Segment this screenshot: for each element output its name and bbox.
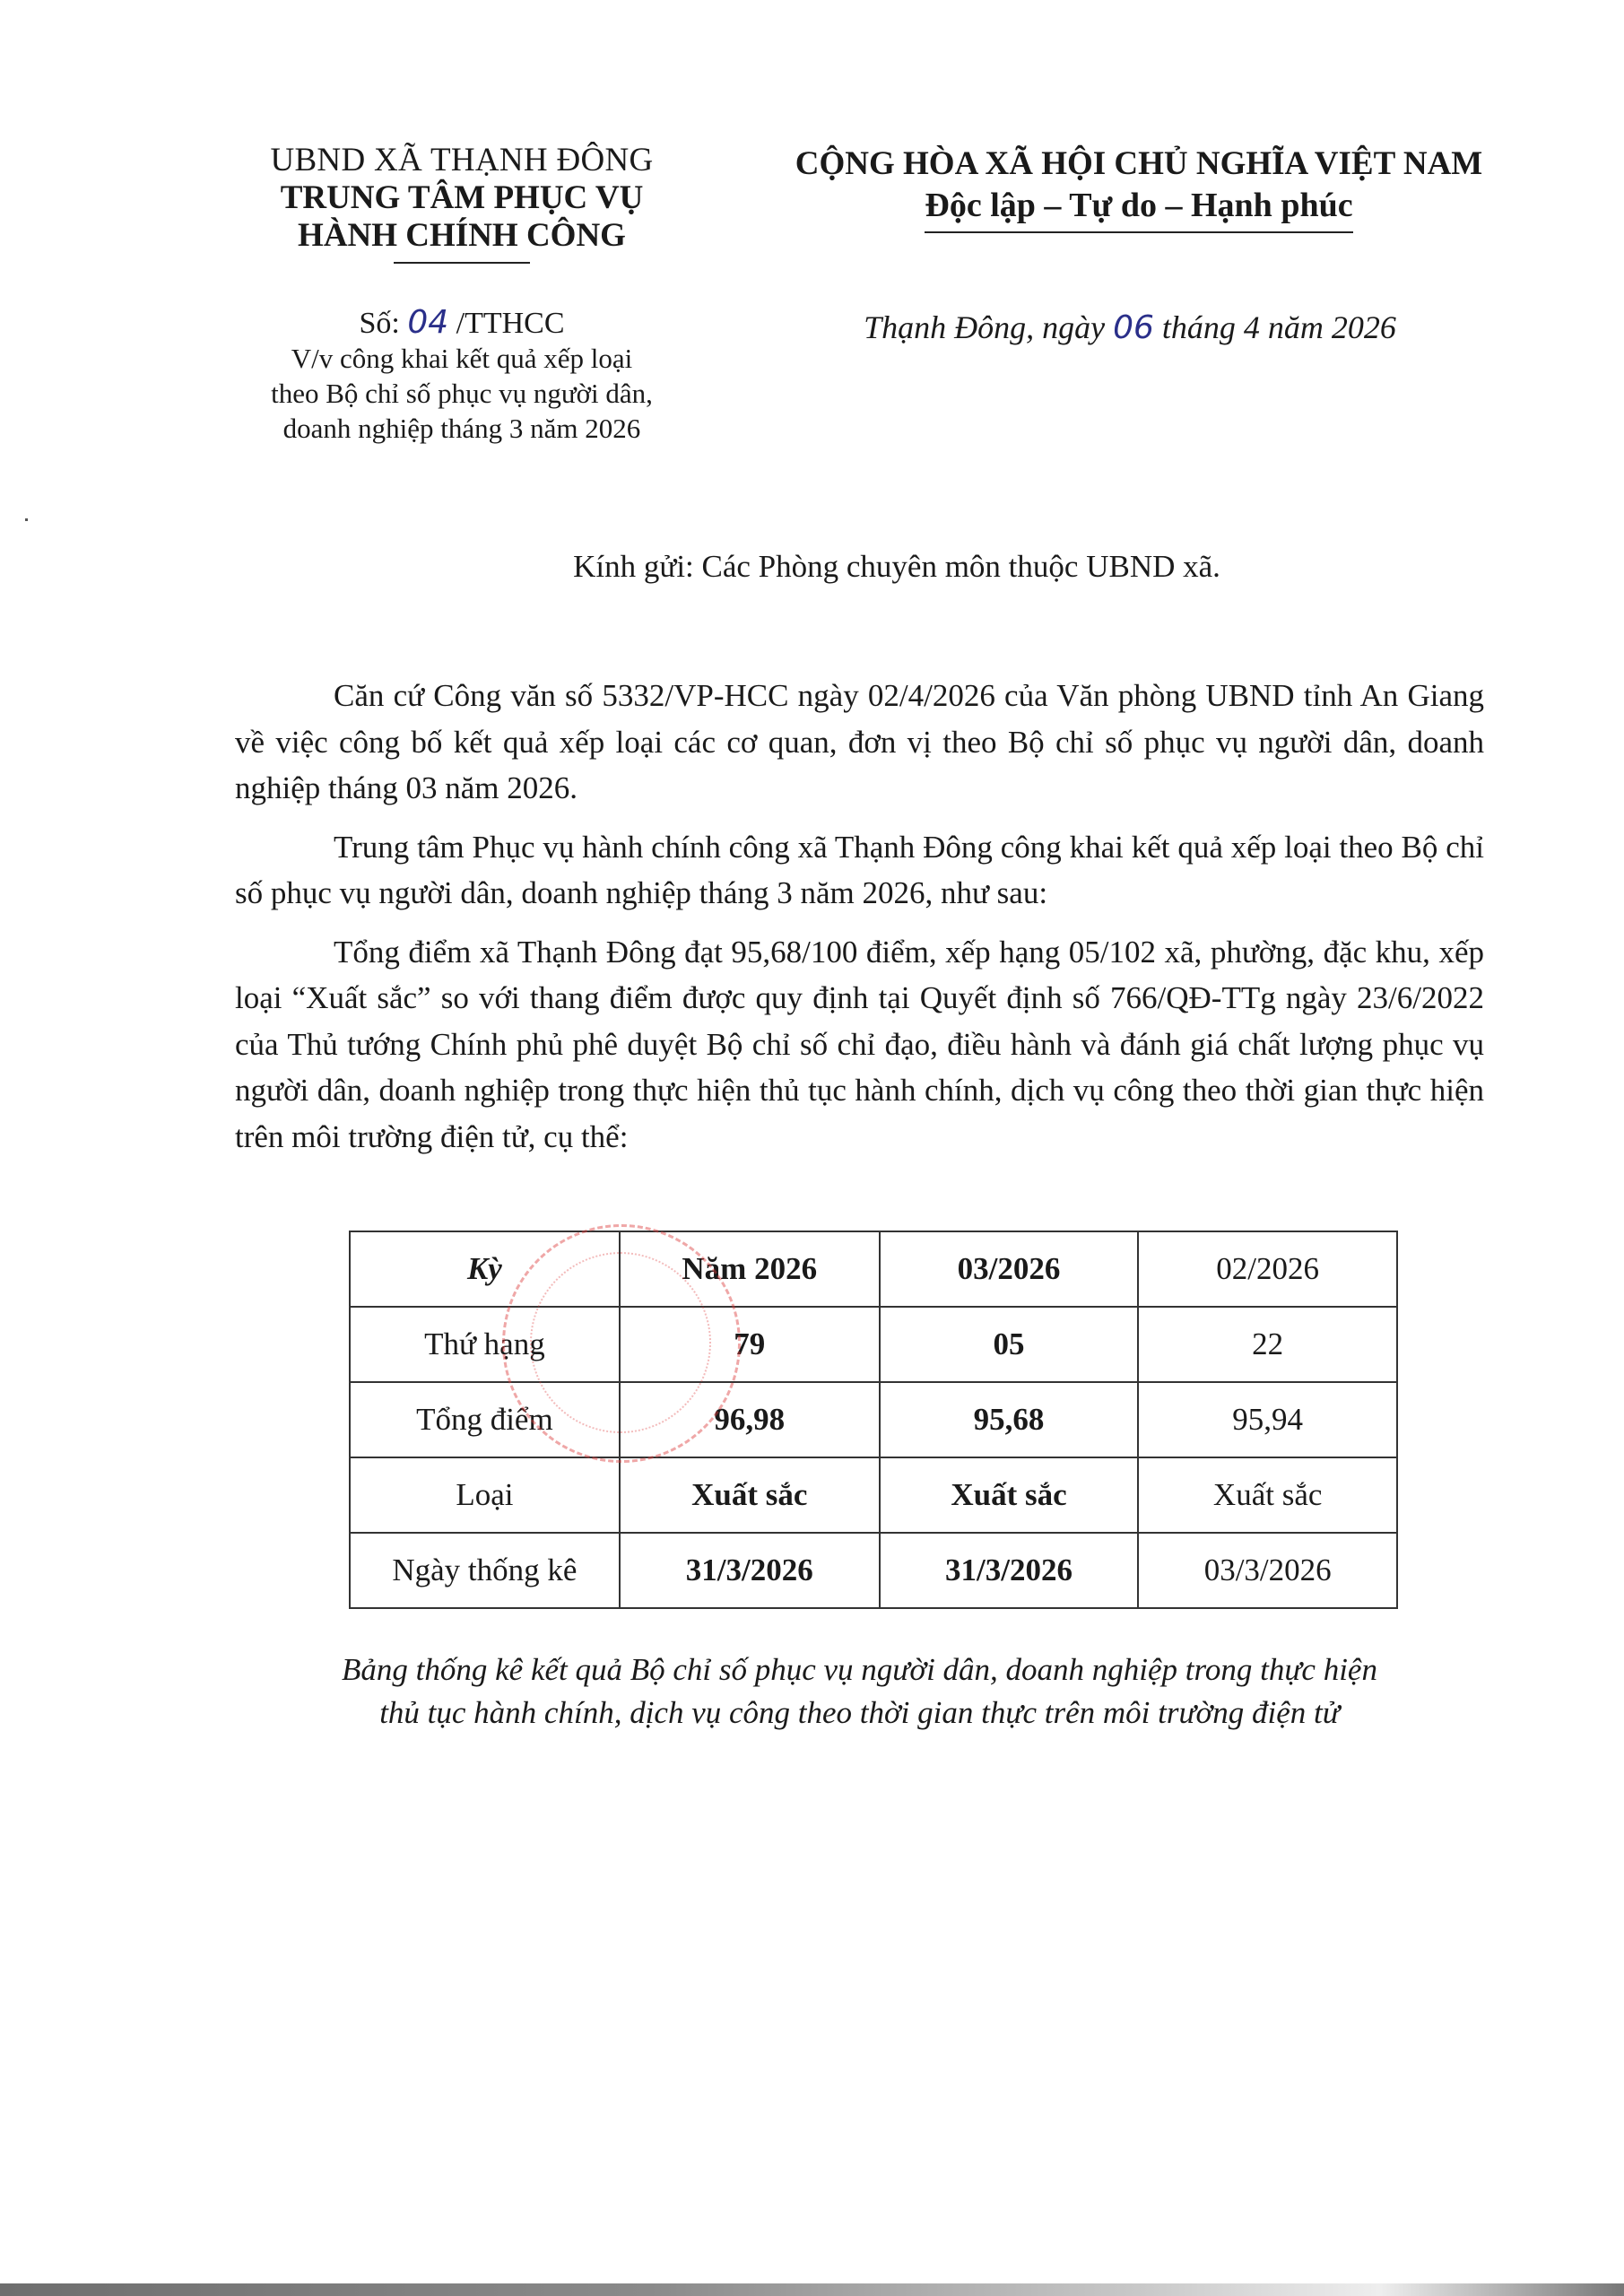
body-paragraph: Tổng điểm xã Thạnh Đông đạt 95,68/100 điểm, xếp hạng 05/102 xã, phường, đặc khu, xếp loại “Xuất sắc” so với thang điểm được quy định tại Quyết định số 766/QĐ-TTg ngày 23/6/2022 của Thủ tướng Chính phủ phê duyệt Bộ chỉ số chỉ đạo, điều hành và đánh giá chất lượng phục vụ người dân, doanh nghiệp trong thực hiện thủ tục hành chính, dịch vụ công theo thời gian thực hiện trên môi trường điện tử, cụ thể: (235, 934, 1484, 1154)
handwritten-number: 04 (407, 304, 449, 341)
date-suffix: tháng 4 năm 2026 (1161, 309, 1396, 345)
row-label: Thứ hạng (350, 1307, 620, 1382)
header-divider (394, 262, 530, 264)
scan-margin-mark (25, 518, 28, 521)
document-number (224, 305, 699, 341)
national-motto: Độc lập – Tự do – Hạnh phúc (925, 185, 1352, 233)
table-cell: 79 (620, 1307, 880, 1382)
table-cell: 95,94 (1138, 1382, 1397, 1457)
salutation: Kính gửi: Các Phòng chuyên môn thuộc UBND xã. (573, 549, 1220, 584)
document-body (235, 673, 1484, 1172)
document-number-block (224, 305, 699, 446)
nation-title: CỘNG HÒA XÃ HỘI CHỦ NGHĨA VIỆT NAM (795, 145, 1483, 182)
table-cell: 31/3/2026 (880, 1533, 1139, 1608)
issuing-agency-header (224, 142, 699, 264)
table-row (350, 1533, 1397, 1608)
caption-line-2: thủ tục hành chính, dịch vụ công theo thời gian thực trên môi trường điện tử (379, 1695, 1340, 1730)
table-row (350, 1457, 1397, 1533)
table-header-cell: Năm 2026 (620, 1231, 880, 1307)
body-paragraph: Trung tâm Phục vụ hành chính công xã Thạnh Đông công khai kết quả xếp loại theo Bộ chỉ số phục vụ người dân, doanh nghiệp tháng 3 năm 2026, như sau: (235, 829, 1484, 910)
row-label: Ngày thống kê (350, 1533, 620, 1608)
row-label: Tổng điểm (350, 1382, 620, 1457)
subject-line-3: doanh nghiệp tháng 3 năm 2026 (282, 413, 641, 444)
organization-name-line1: TRUNG TÂM PHỤC VỤ (280, 179, 644, 216)
table-header-cell: 03/2026 (880, 1231, 1139, 1307)
table-row (350, 1307, 1397, 1382)
table-header-row (350, 1231, 1397, 1307)
table-header-cell: 02/2026 (1138, 1231, 1397, 1307)
subject-line-2: theo Bộ chỉ số phục vụ người dân, (271, 378, 653, 409)
table-caption (235, 1648, 1484, 1735)
results-table (349, 1231, 1398, 1609)
table-cell: 31/3/2026 (620, 1533, 880, 1608)
table-cell: 22 (1138, 1307, 1397, 1382)
authority-name: UBND XÃ THẠNH ĐÔNG (270, 142, 654, 178)
table-row (350, 1382, 1397, 1457)
body-paragraph: Căn cứ Công văn số 5332/VP-HCC ngày 02/4/2026 của Văn phòng UBND tỉnh An Giang về việc công bố kết quả xếp loại các cơ quan, đơn vị theo Bộ chỉ số phục vụ người dân, doanh nghiệp tháng 03 năm 2026. (235, 678, 1484, 805)
number-prefix: Số: (359, 307, 400, 340)
date-prefix: Thạnh Đông, ngày (864, 309, 1106, 345)
table-cell: 96,98 (620, 1382, 880, 1457)
handwritten-day: 06 (1113, 309, 1154, 346)
scan-bottom-edge (0, 2283, 1624, 2296)
table-cell: Xuất sắc (1138, 1457, 1397, 1533)
organization-name-line2: HÀNH CHÍNH CÔNG (298, 217, 626, 254)
table-header-cell: Kỳ (350, 1231, 620, 1307)
table-cell: 05 (880, 1307, 1139, 1382)
row-label: Loại (350, 1457, 620, 1533)
table-cell: Xuất sắc (880, 1457, 1139, 1533)
subject-line-1: V/v công khai kết quả xếp loại (291, 343, 633, 374)
number-suffix: /TTHCC (456, 307, 565, 340)
national-header (735, 144, 1542, 233)
table-cell: 03/3/2026 (1138, 1533, 1397, 1608)
place-and-date (771, 309, 1489, 346)
table-cell: 95,68 (880, 1382, 1139, 1457)
caption-line-1: Bảng thống kê kết quả Bộ chỉ số phục vụ người dân, doanh nghiệp trong thực hiện (342, 1652, 1377, 1687)
table-cell: Xuất sắc (620, 1457, 880, 1533)
